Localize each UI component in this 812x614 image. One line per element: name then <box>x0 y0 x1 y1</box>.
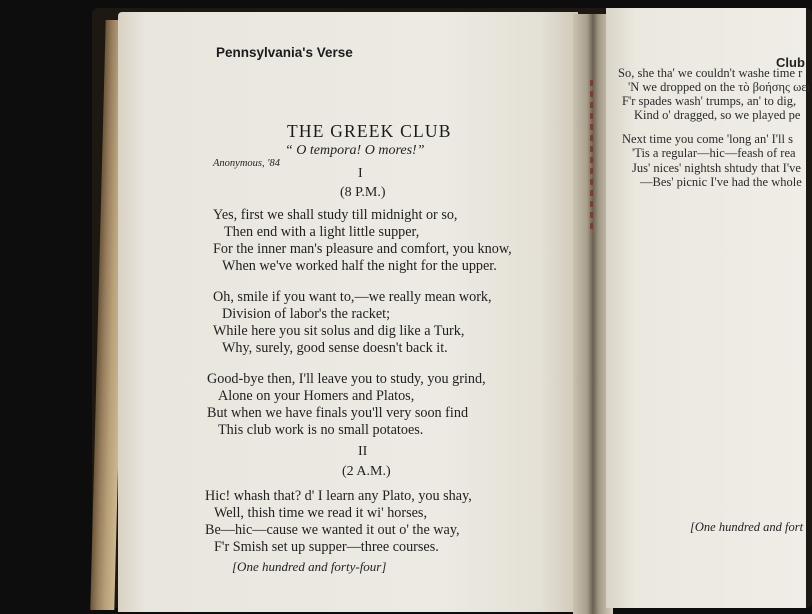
verse-line: While here you sit solus and dig like a Turk, <box>213 323 465 339</box>
author-attribution: Anonymous, '84 <box>213 158 280 169</box>
right-verse-line: Kind o' dragged, so we played pe <box>634 108 801 122</box>
section-time-1: (8 P.M.) <box>340 185 386 200</box>
section-time-2: (2 A.M.) <box>342 464 391 479</box>
verse-line: Why, surely, good sense doesn't back it. <box>222 340 448 356</box>
page-number: [One hundred and forty-four] <box>232 559 387 574</box>
binding-stitch <box>590 80 593 230</box>
right-verse-line: 'Tis a regular—hic—feash of rea <box>632 146 796 160</box>
verse-line: Division of labor's the racket; <box>222 306 391 322</box>
right-verse-line: Next time you come 'long an' I'll s <box>622 132 793 146</box>
section-numeral-1: I <box>358 166 363 181</box>
verse-line: Oh, smile if you want to,—we really mean work, <box>213 289 492 305</box>
right-verse-line: 'N we dropped on the τὸ βοήσης ωει <box>628 80 810 94</box>
verse-line: Well, thish time we read it wi' horses, <box>214 505 427 521</box>
running-head: Pennsylvania's Verse <box>216 45 353 60</box>
section-numeral-2: II <box>358 444 368 459</box>
poem-title: THE GREEK CLUB <box>287 121 452 141</box>
verse-line: Yes, first we shall study till midnight or so, <box>213 207 458 223</box>
right-verse-line: Jus' nices' nightsh shtudy that I've <box>632 161 801 175</box>
right-verse-line: F'r spades wash' trumps, an' to dig, <box>622 94 797 108</box>
verse-line: F'r Smish set up supper—three courses. <box>214 539 439 555</box>
verse-line: Then end with a light little supper, <box>224 224 420 240</box>
verse-line: When we've worked half the night for the upper. <box>222 258 497 274</box>
right-verse-line: So, she tha' we couldn't washe time r <box>618 66 803 80</box>
verse-line: Hic! whash that? d' I learn any Plato, you shay, <box>205 488 472 504</box>
verse-line: For the inner man's pleasure and comfort, you know, <box>213 241 512 257</box>
verse-line: Good-bye then, I'll leave you to study, you grind, <box>207 371 486 387</box>
verse-line: Alone on your Homers and Platos, <box>218 388 415 404</box>
right-verse-line: —Bes' picnic I've had the whole <box>640 175 802 189</box>
verse-line: Be—hic—cause we wanted it out o' the way, <box>205 522 460 538</box>
right-running-head: Club <box>776 55 805 70</box>
verse-line: But when we have finals you'll very soon find <box>207 405 469 421</box>
epigraph: “ O tempora! O mores!” <box>285 143 425 158</box>
right-page-number: [One hundred and fort <box>690 520 804 534</box>
verse-line: This club work is no small potatoes. <box>218 422 424 438</box>
